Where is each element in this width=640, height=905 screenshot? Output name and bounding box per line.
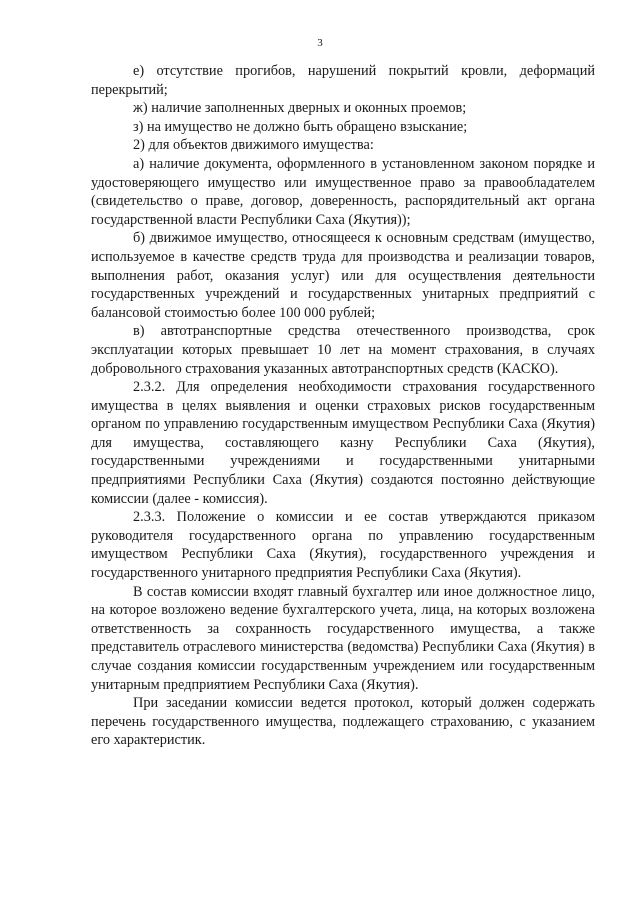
paragraph-item-zh: ж) наличие заполненных дверных и оконных проемов; <box>133 100 467 117</box>
paragraph-item-a: а) наличие документа, оформленного в установленном законом порядке и удостоверяющего имущество или имущественное право за правообладателем (свидетельство о праве, договор, доверенность, распорядительный акт органа государственной власти Республики Саха (Якутия)); <box>91 155 595 228</box>
paragraph-item-e: е) отсутствие прогибов, нарушений покрытий кровли, деформаций перекрытий; <box>91 63 595 98</box>
paragraph-commission-protocol: При заседании комиссии ведется протокол, который должен содержать перечень государственного имущества, подлежащего страхованию, с указанием его характеристик. <box>91 695 595 749</box>
paragraph-commission-members: В состав комиссии входят главный бухгалтер или иное должностное лицо, на которое возложено ведение бухгалтерского учета, лица, на которых возложена ответственность за сохранность государственного имущества, а также представитель отраслевого министерства (ведомства) Республики Саха (Якутия) в случае создания комиссии государственным учреждением или государственным унитарным предприятием Республики Саха (Якутия). <box>91 583 595 693</box>
page-number: 3 <box>317 37 323 49</box>
paragraph-movable-property-heading: 2) для объектов движимого имущества: <box>133 137 374 154</box>
paragraph-section-2-3-3: 2.3.3. Положение о комиссии и ее состав утверждаются приказом руководителя государственного органа по управлению государственным имуществом Республики Саха (Якутия), государственного учреждения и государственного унитарного предприятия Республики Саха (Якутия). <box>91 509 595 582</box>
paragraph-section-2-3-2: 2.3.2. Для определения необходимости страхования государственного имущества в целях выявления и оценки страховых рисков государственным органом по управлению государственным имуществом Республики Саха (Якутия) для имущества, составляющего казну Республики Саха (Якутия), государственными учреждениями и государственными унитарными предприятиями Республики Саха (Якутия) создаются постоянно действующие комиссии (далее - комиссия). <box>91 379 595 507</box>
paragraph-item-v: в) автотранспортные средства отечественного производства, срок эксплуатации которых превышает 10 лет на момент страхования, в случаях добровольного страхования указанных автотранспортных средств (КАСКО). <box>91 323 595 377</box>
paragraph-item-b: б) движимое имущество, относящееся к основным средствам (имущество, используемое в качестве средств труда для производства и реализации товаров, выполнения работ, оказания услуг) или для осуществления деятельности государственных учреждений и государственных унитарных предприятий с балансовой стоимостью более 100 000 рублей; <box>91 230 595 321</box>
paragraph-item-z: з) на имущество не должно быть обращено взыскание; <box>133 118 468 135</box>
document-body <box>91 62 595 750</box>
